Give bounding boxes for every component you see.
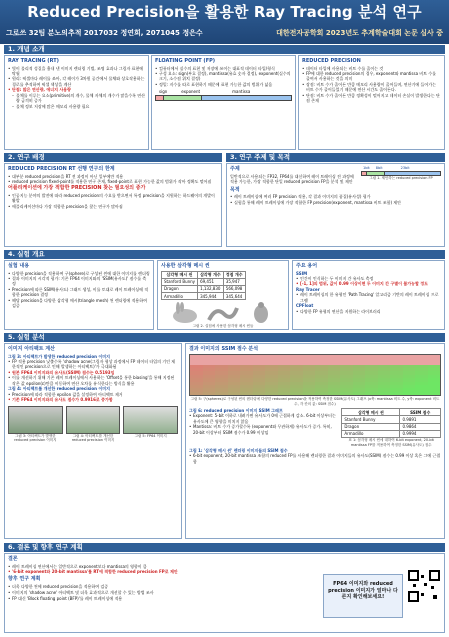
heatmap-cell [215,392,228,395]
heatmap-cell [240,392,253,395]
mesh-header: 삼각형 개수 [198,271,224,278]
ssim-header: SSIM 점수 [400,409,441,416]
mesh-cell: 566,098 [223,285,245,292]
qr-callout: FP64 이미지와 reduced precision 이미지가 얼마나 다른지 확인해보세요! [323,574,403,618]
mesh-cell: Dragon [162,285,198,292]
heatmap-cell [190,392,203,395]
future-title: 향후 연구 계획 [8,576,41,583]
ssim-title: SSIM [296,270,308,276]
fp-mantissa-segment [202,96,291,100]
heatmap-cell [303,392,316,395]
rt-title: RAY TRACING (RT) [8,58,59,64]
rp-title: REDUCED PRECISION [302,58,361,64]
rt-item: • 단점: 많은 연산량, 에너지 사용량 [8,87,145,92]
section-1-header: 1. 개념 소개 [4,45,445,54]
fp-sign-segment [156,96,164,100]
heatmap-cell [278,392,291,395]
heatmap-cell [403,392,416,395]
raytracer-title: Ray Tracer [296,287,320,293]
fixed-thumb [66,406,121,434]
heatmap-cell [290,392,303,395]
term-item: • 인간이 인식하는 두 이미지 간 유사도 측정 [296,276,441,281]
artifact-item: • Precision에 따라 적합한 epsilon 값을 설정하여 아티팩트 제거 [8,392,178,397]
heatmap-cell [265,392,278,395]
ssim-heatmap [189,354,441,397]
thumb-caption: 그림 4: 아티팩트를 개선한 reduced precision 이미지 [71,433,115,443]
future-item: • 이미지의 'shadow acne' 아티팩트 및 더욱 효과적으로 개선할 수 있는 방법 조사 [8,590,308,595]
terms-title: 주요 용어 [296,263,318,269]
heat-title: 결과 이미지의 SSIM 점수 분석 [189,346,259,352]
bunny-render [168,302,202,324]
heatmap-cell [378,392,391,395]
table-row [162,278,246,285]
goal-item: • 실험을 통해 레이 트레이싱에 가장 적합한 FP precision(exponent, mantissa 비트 조합) 제안 [230,200,441,205]
ssim-cell: Stanford Bunny [342,416,400,423]
exp-item: • 해당 precision을 다양한 삼각형 메시(triangle mesh) 씬 렌더링에 적용하여 검증 [8,298,150,308]
ssim-cell: 0.9864 [400,423,441,430]
fp-exponent-segment [164,96,202,100]
fig1-label-sign: 1bit [363,166,370,170]
conclusion-item: • 레이 트레이싱 연산에서는 일반적으로 exponent보다 mantissa의 영향이 큼 [8,564,308,569]
fig3-title: 그림 3: 아티팩트가 발생한 reduced precision 이미지 [8,353,110,359]
fp-label-sign: sign [159,89,168,95]
fig1-label-mant: 23bit [400,166,410,170]
ssim-table [341,408,441,438]
artifact-item: • 이를 개선하기 위해 기존 레이 트레이싱에서 사용하는 'Offset을 통한 biasing'을 통해 지정된 작은 값 epsilon(ε)만큼 이동하여 연산 오차를 유식한다는 방식을 활용 [8,375,178,385]
affiliation: 대한전자공학회 2023년도 추계학술대회 논문 심사 중 [276,29,443,37]
heatmap-cell [365,392,378,395]
ssim-cell: 0.9891 [400,416,441,423]
fp-title: FLOATING POINT (FP) [155,58,216,64]
table-row [342,430,441,437]
mesh-cell: 69,451 [198,278,224,285]
exp-item: • Precision에 따른 SSIM(유사도) 그래프 생성, 이를 토대로 레이 트레이싱에 적합한 precision 결정 [8,287,150,297]
fp-item: • 정밀: 지수를 따로 표현하기 때문에 표현 가능한 값의 범위가 넓음 [155,82,292,87]
mesh-cell: 1,132,830 [198,285,224,292]
table-row [342,416,441,423]
mesh-box [157,260,289,330]
rp-item: • 데이터 타입에 사용되는 비트 수를 줄이는 것 [302,66,441,71]
mesh-cell: Armadillo [162,293,198,300]
bg-item: • 대부분 reduced precision을 RT 전 과정이 아닌 일부에만 적용 [8,174,218,179]
section-4-header: 4. 실험 개요 [4,250,445,259]
purpose-title: 주제 [230,166,240,172]
ssim-cell: Armadillo [342,430,400,437]
background-box [4,163,222,247]
ssim-header: 삼각형 메시 씬 [342,409,400,416]
qr-code-icon[interactable] [407,569,441,603]
heat-caption: 그림 5: 구(spheres)로 구성된 씬의 렌더링에 다양한 reduced precision을 적용하여 측정한 SSIM(유사도) 그래프 (x축: mantissa 비트 수, y축: exponent 비트 수, 각 칸의 값: SSIM 점수) [190,397,440,406]
rp-item: • FP에 대한 reduced precision의 경우, exponent와 mantissa 비트 수를 줄여서 사용하는 것을 의미 [302,71,441,81]
artifact-item: • FP 적용 precision 낮출수록 'shadow acne(그림자 형상 과정에서 FP 데이터 타입의 기인 제한적인 precision으로 인해 발생하는 아티팩트)'가 극대화됨 [8,359,178,369]
ssim-cell: 0.9994 [400,430,441,437]
mesh-cell: 345,644 [223,293,245,300]
heatmap-cell [390,392,403,395]
mesh-cell: 345,944 [198,293,224,300]
fig1-label-exp: 8bit [375,166,383,170]
conclusion-title: 결론 [8,556,18,562]
rp-box [298,55,445,150]
ssim-cell: Dragon [342,423,400,430]
fp-label-exponent: exponent [181,89,201,95]
fp-box [151,55,296,150]
future-item: • FP 대신 'Block floating point (BFP)'를 레이 트레이싱에 적용 [8,596,308,601]
proposed-exponent [367,172,384,175]
bg-item: • 애플리케이션마다 가장 적합한 precision을 찾는 연구가 많아짐 [8,204,218,209]
fp-label-mantissa: mantissa [232,89,251,95]
artifact-title: 이미지 아티팩트 계산 [8,346,55,352]
cpfloat-title: CPFloat [296,303,314,309]
fp64-thumb [123,406,178,434]
ssim-item: • Mantissa: 비트 수가 증가할수록 (exponent와 무관하게) 유사도가 증가. 특히, 20-bit 이상부터 SSIM 점수가 0.99 이상임 [189,424,338,434]
fp-item: • 컴퓨터에서 실수의 표현 및 저장에 쓰이는 대표적 데이터 타입/형식 [155,66,292,71]
heatmap-cell [340,392,353,395]
table-row [162,285,246,292]
section-2-header: 2. 연구 배경 [4,153,222,162]
section-6-header: 6. 결론 및 향후 연구 계획 [4,543,445,552]
rp-item: • 장점: 비트 수가 줄어든 만큼 메모리 사용량이 줄어들며, 연산기에 들어가는 비트 수가 줄어들었기 때문에 연산 시간도 줄어든다. [302,82,441,92]
rt-subitem: – 물체를 이루는 요소(primitive)의 개수, 물체 자체의 개수가 많을수록 연산량 급격히 증가 [8,93,145,103]
heatmap-cell [253,392,266,395]
mesh-header: 삼각형 메시 씬 [162,271,198,278]
mesh-header: 정점 개수 [223,271,245,278]
tri-item: • 6-bit exponent, 20-bit mantissa 조합의 reduced FP를 사용해 렌더링한 결과 이미지들의 유사도(SSIM) 점수는 0.99 이상 혹은 그에 근접함 [189,453,441,463]
conclusion-box [4,553,445,633]
thumb-caption: 그림 5: FP64 이미지 [134,433,167,438]
bg-item: • 인공지능 분야의 발전에 따라 reduced precision의 수요를 받으면서 특정 precision을 지원하는 하드웨어의 개발이 활발 [8,193,218,203]
fig4-title: 그림 4: 아티팩트를 개선한 reduced precision 이미지 [8,386,110,392]
term-item: • 레이 트레이싱의 한 유형인 'Path Tracing' 알고리즘 기반의 레이 트레이싱 프로그램 [296,292,441,302]
artifact-item: • 기존 FP64 이미지와의 유사도 점수가 0.9916로 증가함 [8,397,178,402]
artifact-item: • 원본 FP64 이미지와의 유사도(SSIM) 점수는 0.5193임 [8,370,178,375]
ssim-table-caption: 표 1: 삼각형 메시 씬에 대하여 6-bit exponent, 20-bit mantissa FP를 적용하여 측정한 SSIM(유사도) 점수 [348,438,434,447]
bg-title-1: REDUCED PRECISION RT 선행 연구의 한계 [8,166,115,172]
armadillo-render [244,302,278,324]
heatmap-cell [415,392,428,395]
fig1-caption: 그림 1. 제안하는 reduced precision FP [369,175,433,180]
heatmap-cell [203,392,216,395]
mesh-renders [161,302,285,324]
conclusion-item: • '6-bit exponent와 20-bit mantissa'를 RT에 적합한 reduced precision FP로 제안 [8,569,308,574]
purpose-text: 일반적으로 사용되는 FP32, FP64를 대신하여 레이 트레이싱 전 과정에 적용 가능한, 가장 적합한 단일 reduced precision FP을 분석 및 제안 [230,173,354,184]
mesh-table [161,271,246,301]
rt-subitem: – 물체 정보 저장에 많은 메모리 사용량 필요 [8,104,145,109]
heatmap-cell [328,392,341,395]
term-item: • 다양한 FP 유형의 연산을 지원하는 라이브러리 [296,309,441,314]
table-row [342,423,441,430]
experiment-box [4,260,154,330]
heatmap-cell [228,392,241,395]
ssim-analysis-box [185,343,445,539]
exp-item: • 다양한 precision을 적용하여 구(sphere)로 구성된 씬에 대한 이미지를 렌더링 [8,271,150,276]
section-5-header: 5. 실험 분석 [4,333,445,342]
rt-item: • 빛이 물리적 성질을 흉내 낸 이미지 렌더링 기법, 조명 효과나 그림자 표현에 탁월 [8,66,145,76]
term-item: • [-1, 1]의 범위, 값이 0.99 이상이면 두 이미지 간 구별이 불가능할 정도 [296,281,441,286]
fp-item: • 구성 요소: sign(부호 결정), mantissa(유효 숫자 결정), exponent(실수의 크기, 소수점 위치 결정) [155,71,292,81]
artifact-thumb [8,406,63,434]
authors: 그로쓰 32팀 분노의추적 2017032 정연희, 2071045 정은수 [6,29,203,37]
goal-item: • 레이 트레이싱에 여러 FP precision 적용, 각 결과 이미지의 품질(유사성) 평가 [230,194,441,199]
rt-box [4,55,149,150]
poster-header [0,0,449,44]
fp-format-bar [155,95,292,101]
poster-title: Reduced Precision을 활용한 Ray Tracing 분석 연구 [27,3,422,21]
artifact-box [4,343,182,539]
exp-item: • 결과 이미지의 시각적 평가: 기존 FP64 이미지와의 'SSIM(유사도)' 점수를 측정 [8,276,150,286]
heatmap-cell [353,392,366,395]
proposed-mantissa [385,172,440,175]
section-3-header: 3. 연구 주제 및 목적 [226,153,445,162]
tri-title: 그림 1: '삼각형 메시 씬' 렌더링 이미지들의 SSIM 점수 [189,448,288,454]
mesh-caption: 그림 2. 실험에 사용한 삼각형 메시 씬들 [192,324,254,329]
mesh-cell: Stanford Bunny [162,278,198,285]
purpose-box [226,163,445,247]
thumb-caption: 그림 3: 아티팩트가 발생한 reduced precision 이미지 [14,433,57,443]
ssim-item: • Exponent: 5-bit 이하로 내려가면 유사도가 0에 근접하게 감소. 6-bit 이상부터는 유사도에 큰 영향을 미치지 않음 [189,413,338,423]
bg-title-2: 어플리케이션에 가장 적합한 PRECISION 찾는 필요성의 증가 [8,185,146,192]
heatmap-cell [428,392,441,395]
bg-item: • reduced precision fixed-point를 적용한 연구 존재, fixed-point로 표현 가능한 값의 범위가 작아 정확도 떨어짐 [8,179,218,184]
fig5-title: 그림 6: reduced precision 이미지 SSIM 그래프 [189,408,283,414]
table-row [162,293,246,300]
terms-box [292,260,445,330]
goal-title: 목적 [230,186,240,193]
exp-title: 실험 내용 [8,263,30,269]
future-item: • 더욱 다양한 씬에 reduced precision을 적용하여 검증 [8,584,308,589]
dragon-render [206,302,240,324]
mesh-title: 사용한 삼각형 메시 씬 [161,263,210,269]
mesh-cell: 35,947 [223,278,245,285]
rp-item: • 단점: 비트 수가 줄어든 만큼 정확성이 떨어지고 데이터 손실이 발생한다는 단점 존재 [302,93,441,103]
rt-item: • 원리: 픽셀마다 레이를 쏘아, 각 레이가 3차원 공간에서 물체와 상호작용하는 경로를 추적하여 픽셀 색상을 계산 [8,76,145,86]
heatmap-cell [315,392,328,395]
